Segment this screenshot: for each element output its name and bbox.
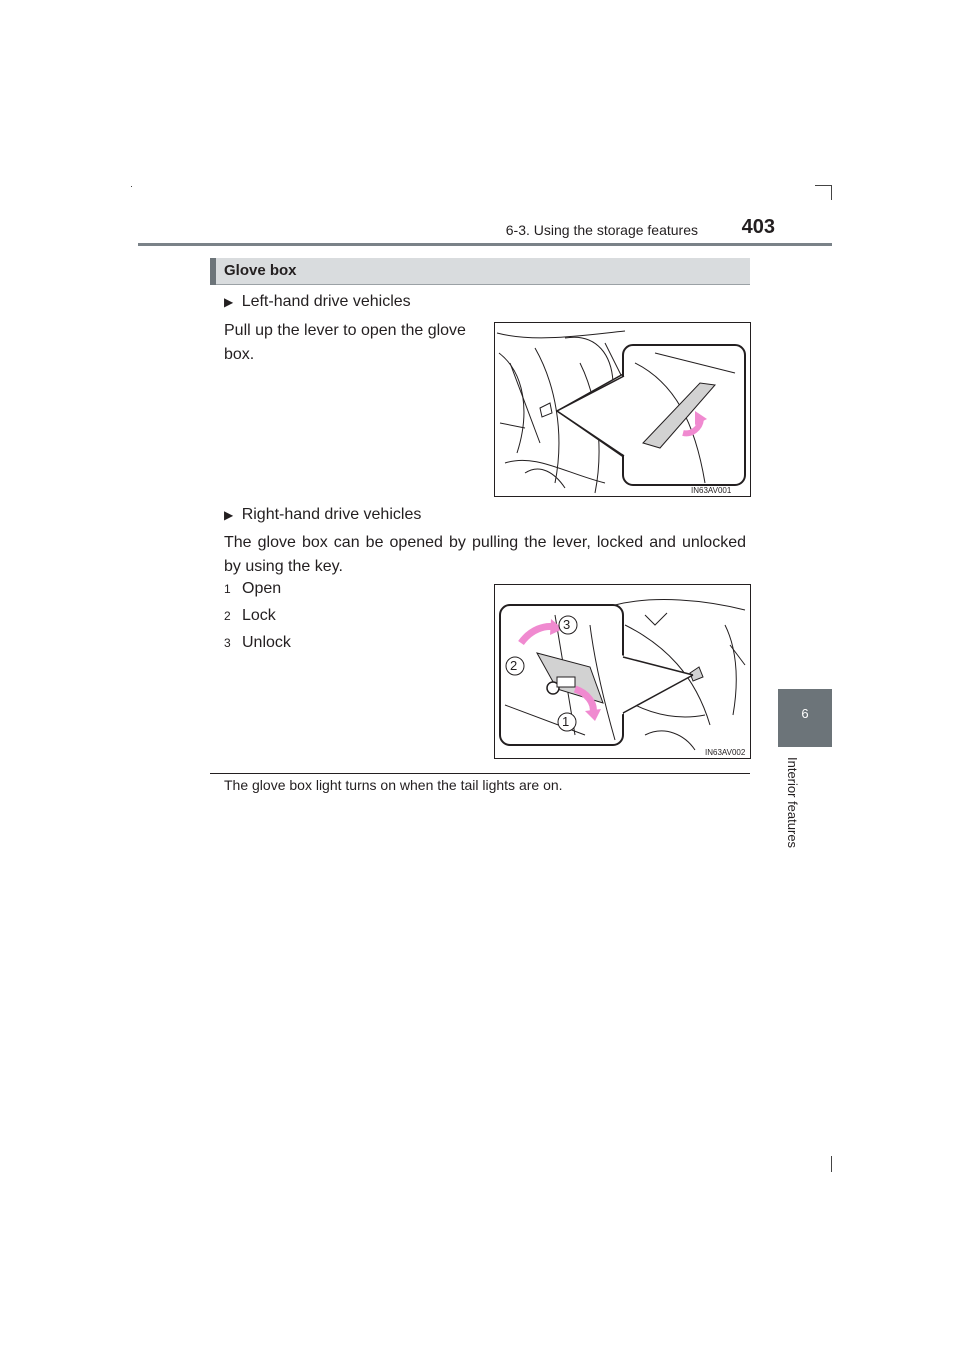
item-number-3: 3: [224, 636, 231, 650]
chapter-number: 6: [801, 706, 809, 721]
lhd-text: Pull up the lever to open the glove box.: [224, 322, 466, 363]
crop-mark-top-right-v: [831, 185, 832, 200]
chapter-title-vertical: Interior features: [785, 757, 800, 849]
callout-1: 1: [562, 714, 570, 729]
section-title: Glove box: [224, 262, 297, 279]
item-label-open: Open: [242, 580, 282, 597]
triangle-right-icon: ▶: [224, 508, 234, 522]
header-section-ref: 6-3. Using the storage features: [505, 222, 698, 238]
lhd-heading: Left-hand drive vehicles: [241, 293, 411, 310]
lhd-illustration: [495, 323, 750, 496]
lhd-figure-code: IN63AV001: [691, 486, 732, 495]
section-title-marker: [210, 258, 216, 285]
header-rule: [138, 243, 832, 246]
item-label-lock: Lock: [242, 607, 276, 624]
callout-2: 2: [510, 658, 518, 673]
crop-mark-top-left: [131, 186, 132, 187]
rhd-heading-row: [224, 503, 421, 527]
lhd-figure: [494, 322, 751, 497]
item-label-unlock: Unlock: [242, 634, 291, 651]
item-number-1: 1: [224, 582, 231, 596]
item-number-2: 2: [224, 609, 231, 623]
triangle-right-icon: ▶: [224, 295, 234, 309]
crop-mark-top-right: [815, 185, 832, 186]
rhd-text: The glove box can be opened by pulling the lever, locked and unlocked by using the key.: [224, 534, 746, 575]
crop-mark-bottom-right: [831, 1156, 832, 1172]
rhd-illustration: [495, 585, 750, 758]
page-number: 403: [741, 216, 775, 238]
lhd-heading-row: [224, 290, 411, 314]
callout-3: 3: [563, 617, 571, 632]
rhd-figure: [494, 584, 751, 759]
rhd-heading: Right-hand drive vehicles: [241, 506, 422, 523]
footnote: The glove box light turns on when the tail lights are on.: [224, 777, 563, 793]
footnote-rule: [210, 773, 750, 774]
rhd-figure-code: IN63AV002: [705, 748, 746, 757]
